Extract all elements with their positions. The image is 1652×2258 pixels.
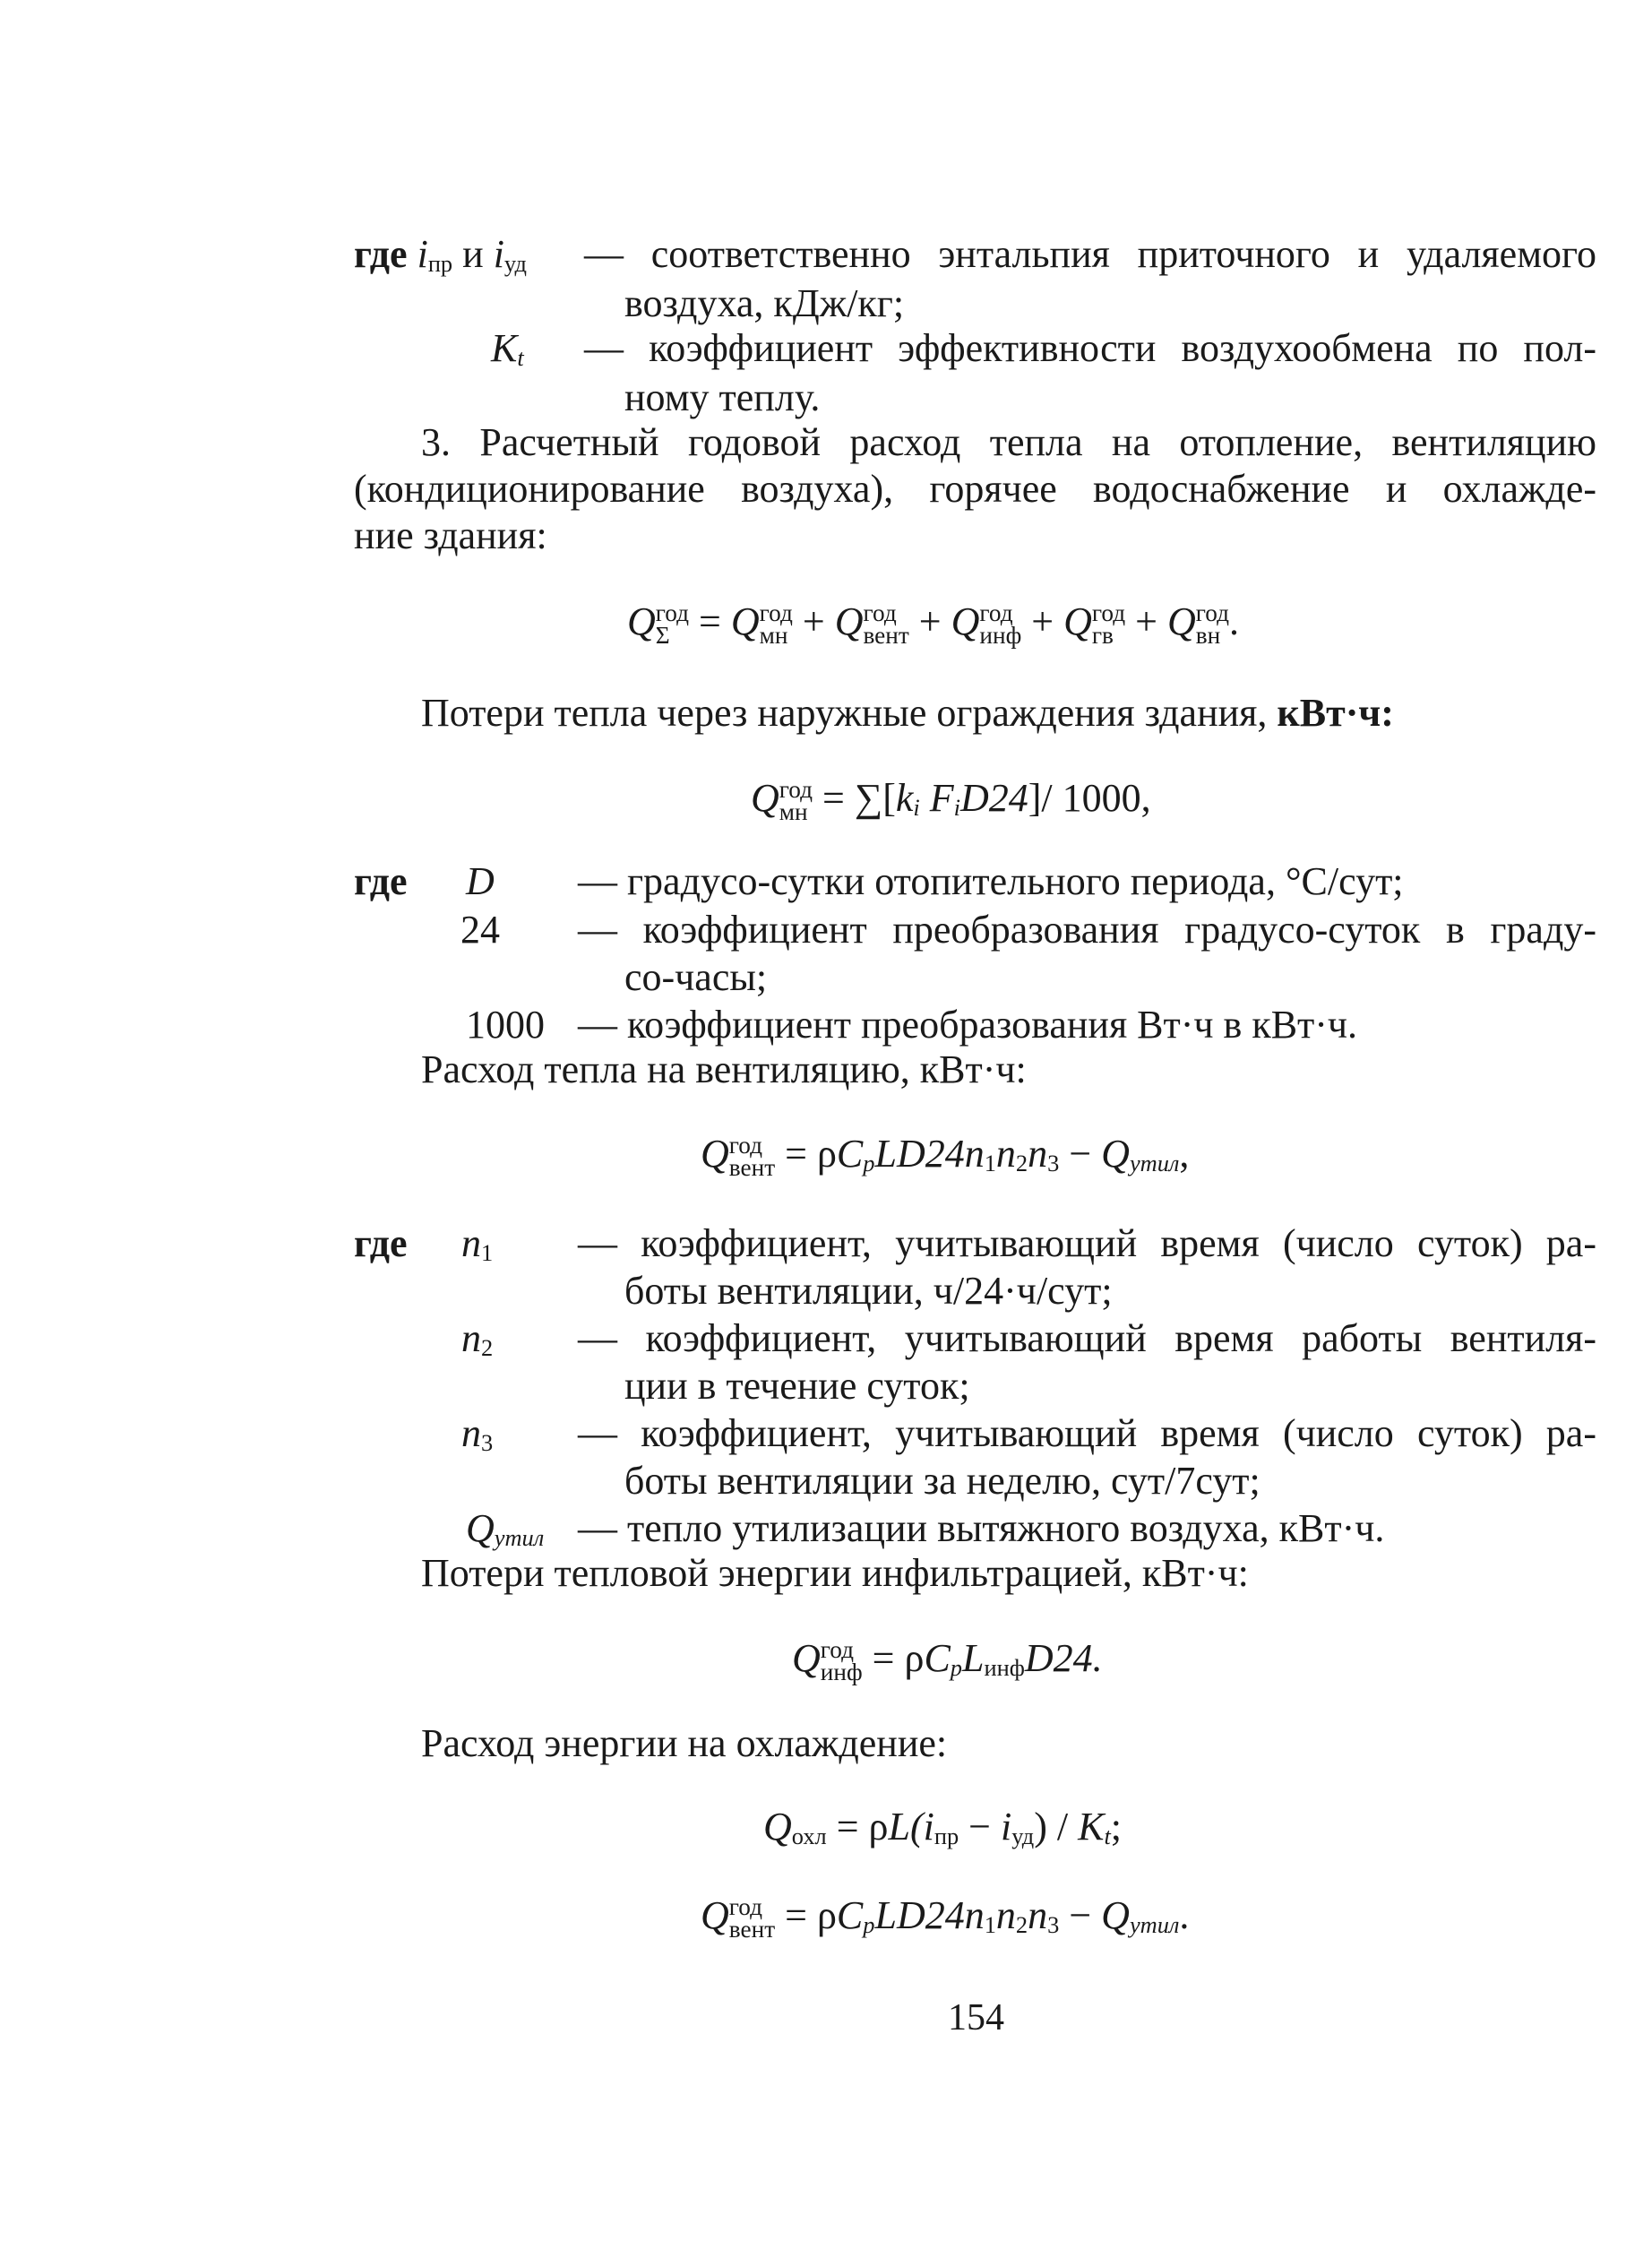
page-number: 154 xyxy=(948,1997,1004,2038)
item3-line3: ние здания: xyxy=(354,513,547,557)
equation-mn: Q год мн = $\sum[k_i$ $F_iD24]/$ 1000, xyxy=(751,776,1151,825)
defs-mn-D: D xyxy=(466,859,495,903)
defs-vent-n3-text: — коэффициент, учитывающий время (число суток) ра- xyxy=(578,1411,1596,1455)
vent-heading: Расход тепла на вентиляцию, кВт·ч: xyxy=(421,1047,1027,1091)
defs-vent-n3: $n_3$ xyxy=(461,1411,494,1457)
def-enthalpy-text: — соответственно энтальпия приточного и удаляемого xyxy=(584,232,1596,276)
defs-vent-n1-text: — коэффициент, учитывающий время (число суток) ра- xyxy=(578,1221,1596,1265)
equation-cool: $Q_{охл} = \rho L(i_{пр} - i_{уд}) / K_t$; xyxy=(763,1805,1123,1850)
defs-vent-where: где xyxy=(354,1221,408,1265)
defs-mn-24-text: — коэффициент преобразования градусо-суток в граду- xyxy=(578,908,1596,952)
defs-vent-n2: $n_2$ xyxy=(461,1316,494,1362)
def-enthalpy-cont: воздуха, кДж/кг; xyxy=(624,281,905,325)
losses-heading: Потери тепла через наружные ограждения здания, кВт·ч: xyxy=(421,691,1394,735)
equation-vent: Q год вент = $\rho C_pLD24n_1n_2n_3 - Q_{утил}$, xyxy=(701,1132,1190,1181)
defs-vent-qutil-text: — тепло утилизации вытяжного воздуха, кВт·ч. xyxy=(578,1506,1385,1550)
defs-vent-n1: $n_1$ xyxy=(461,1221,494,1267)
defs-vent-qutil: $Q_{утил}$ xyxy=(466,1506,545,1552)
defs-vent-n1-cont: боты вентиляции, ч/24·ч/сут; xyxy=(624,1269,1113,1313)
defs-vent-n2-text: — коэффициент, учитывающий время работы вентиля- xyxy=(578,1316,1596,1360)
defs-mn-1000-text: — коэффициент преобразования Вт·ч в кВт·ч. xyxy=(578,1003,1358,1047)
equation-total: Q год Σ = Q год мн + Q год вент + Q год инф + Q год гв + Q год вн . xyxy=(627,599,1239,649)
equation-inf: Q год инф = $\rho C_pL_{инф}D24$. xyxy=(792,1636,1103,1685)
item3-line1: 3. Расчетный годовой расход тепла на отопление, вентиляцию xyxy=(421,420,1596,464)
defs-vent-n3-cont: боты вентиляции за неделю, сут/7сут; xyxy=(624,1459,1261,1503)
defs-mn-24-cont: со-часы; xyxy=(624,955,768,999)
def-K-text: — коэффициент эффективности воздухообмена по пол- xyxy=(584,326,1596,370)
item3-line2: (кондиционирование воздуха), горячее водоснабжение и охлажде- xyxy=(354,467,1596,511)
inf-heading: Потери тепловой энергии инфильтрацией, кВт·ч: xyxy=(421,1551,1249,1595)
defs-vent-n2-cont: ции в течение суток; xyxy=(624,1364,970,1408)
equation-vent-2: Q год вент = $\rho C_pLD24n_1n_2n_3 - Q_{утил}$. xyxy=(701,1893,1190,1943)
cool-heading: Расход энергии на охлаждение: xyxy=(421,1721,948,1765)
defs-mn-1000: 1000 xyxy=(466,1003,545,1047)
defs-mn-where: где xyxy=(354,859,408,903)
def-where-label: где $i_{пр}$ и $i_{уд}$ xyxy=(354,232,527,278)
defs-mn-24: 24 xyxy=(460,908,500,952)
def-K-cont: ному теплу. xyxy=(624,375,821,419)
defs-mn-D-text: — градусо-сутки отопительного периода, °С/сут; xyxy=(578,859,1404,903)
def-K-symbol: $K_t$ xyxy=(491,326,524,372)
